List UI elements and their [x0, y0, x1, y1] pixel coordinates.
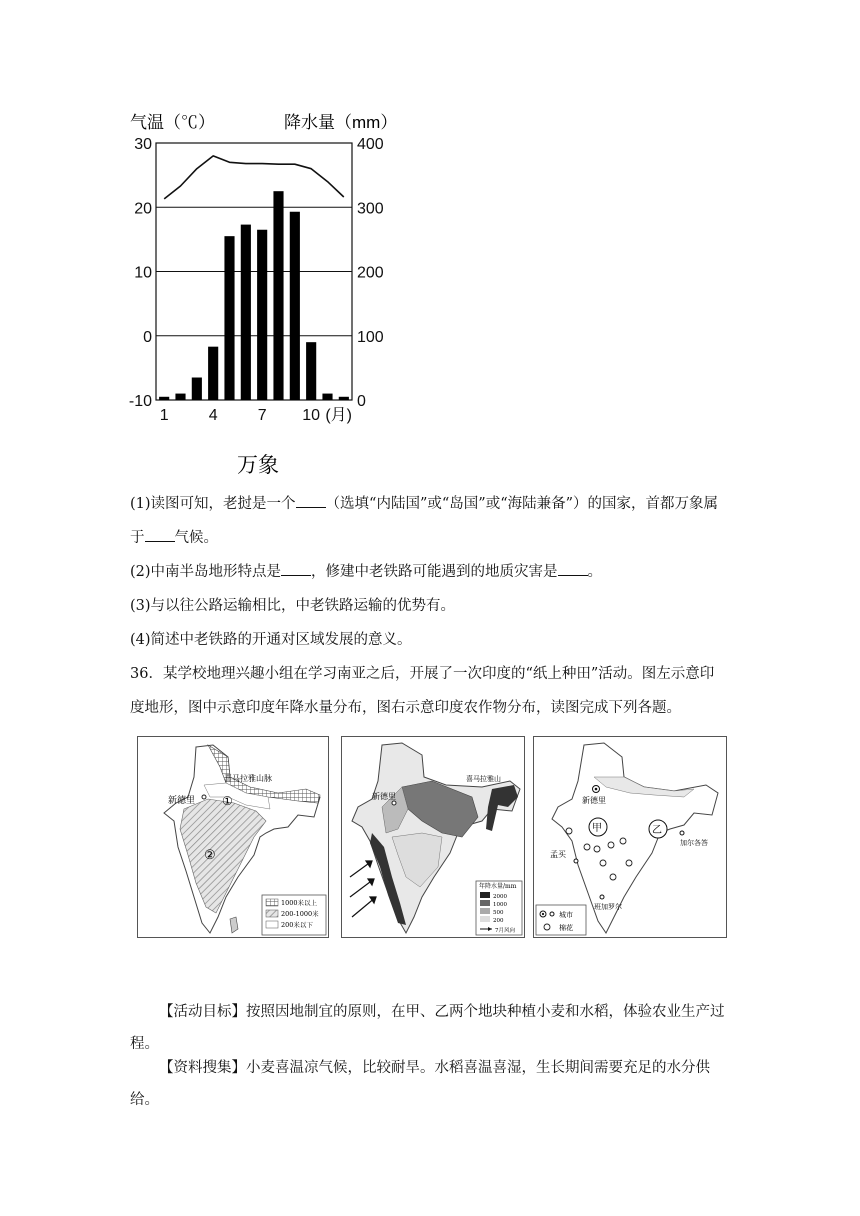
goal-text: 按照因地制宜的原则，在甲、乙两个地块种植小麦和水稻，体验农业生产过程。 [130, 1004, 725, 1052]
left-axis-title: 气温（℃） [130, 113, 215, 132]
precipitation-bar [273, 191, 283, 400]
precipitation-bar [322, 394, 332, 400]
question-2 [130, 560, 602, 584]
mumbai-label: 孟买 [550, 850, 566, 859]
x-tick-label: 4 [208, 407, 218, 424]
q1-text-a: (1)读图可知，老挝是一个 [130, 496, 296, 512]
legend-item: 7月风向 [495, 928, 515, 934]
legend-item: 200-1000米 [281, 910, 319, 918]
x-tick-label: 7 [257, 407, 267, 424]
right-tick-label: 200 [357, 264, 384, 282]
marker-2: ② [204, 848, 216, 863]
crop-map [533, 736, 727, 938]
temperature-curve [164, 156, 344, 199]
activity-data [130, 1052, 735, 1116]
question-1-line-2 [130, 526, 218, 550]
precipitation-bar [257, 230, 267, 400]
chart-caption: 万象 [237, 454, 279, 477]
right-tick-label: 100 [357, 328, 384, 346]
legend-item: 2000 [493, 894, 507, 900]
legend-title: 年降水量/mm [479, 883, 517, 890]
right-axis-ticks [357, 136, 384, 410]
legend-item: 1000米以上 [281, 899, 318, 907]
left-axis-ticks [129, 136, 152, 410]
terrain-map-drawing [138, 737, 328, 937]
goal-tag: 【活动目标】 [159, 1004, 246, 1020]
left-tick-label: -10 [128, 393, 152, 410]
left-tick-label: 0 [143, 328, 152, 346]
terrain-map [137, 736, 329, 938]
legend-item: 200米以下 [281, 921, 313, 929]
q1-text-d: 气候。 [174, 530, 218, 546]
answer-blank[interactable] [145, 527, 175, 542]
x-tick-label: 1 [159, 407, 169, 424]
delhi-label: 新德里 [582, 796, 606, 805]
legend-item: 200 [493, 918, 504, 924]
answer-blank[interactable] [558, 561, 588, 576]
q2-text-c: 。 [587, 564, 603, 580]
precipitation-bar [339, 397, 349, 400]
q1-text-c: 于 [130, 530, 145, 546]
precipitation-bar [241, 225, 251, 400]
kolkata-label: 加尔各答 [680, 839, 708, 847]
precipitation-bar [290, 212, 300, 400]
marker-1: ① [222, 794, 233, 808]
precipitation-bars [159, 191, 349, 400]
legend-item: 棉花 [559, 924, 573, 932]
delhi-label: 新德里 [168, 796, 196, 806]
left-tick-label: 30 [134, 136, 152, 153]
x-axis-ticks [160, 406, 352, 424]
right-tick-label: 400 [357, 136, 384, 153]
terrain-legend [262, 895, 326, 935]
himalaya-label: 喜马拉雅山脉 [224, 774, 272, 783]
legend-item: 1000 [493, 902, 507, 908]
climate-chart [120, 100, 410, 490]
q2-text-b: ，修建中老铁路可能遇到的地质灾害是 [311, 564, 558, 580]
q2-text-a: (2)中南半岛地形特点是 [130, 564, 282, 580]
monsoon-arrows [350, 861, 376, 917]
question-36-line-2: 度地形，图中示意印度年降水量分布，图右示意印度农作物分布，读图完成下列各题。 [130, 700, 681, 716]
bangalore-label: 班加罗尔 [594, 903, 622, 911]
rainfall-map-drawing [342, 737, 524, 937]
precipitation-bar [306, 342, 316, 400]
left-tick-label: 10 [134, 264, 152, 282]
temperature-line [164, 156, 344, 199]
q1-text-b: （选填“内陆国”或“岛国”或“海陆兼备”）的国家，首都万象属 [325, 496, 719, 512]
question-3: (3)与以往公路运输相比，中老铁路运输的优势有。 [130, 598, 456, 614]
question-4: (4)简述中老铁路的开通对区域发展的意义。 [130, 632, 412, 648]
question-36-line-1: 36．某学校地理兴趣小组在学习南亚之后，开展了一次印度的“纸上种田”活动。图左示意印 [130, 666, 715, 682]
answer-blank[interactable] [281, 561, 311, 576]
legend-item: 500 [493, 910, 504, 916]
data-tag: 【资料搜集】 [159, 1060, 246, 1076]
rainfall-legend [476, 881, 522, 935]
right-tick-label: 0 [357, 393, 366, 410]
precipitation-bar [224, 236, 234, 400]
rainfall-map [341, 736, 525, 938]
himalaya-label: 喜马拉雅山 [466, 775, 501, 783]
activity-goal [130, 996, 735, 1060]
precipitation-bar [192, 378, 202, 400]
precipitation-bar [208, 347, 218, 400]
precipitation-bar [175, 394, 185, 400]
crop-map-drawing [534, 737, 726, 937]
plot-jia-label: 甲 [592, 823, 602, 834]
legend-item: 城市 [559, 911, 573, 919]
plot-yi-label: 乙 [652, 825, 662, 836]
left-tick-label: 20 [134, 200, 152, 218]
x-unit-label: (月) [325, 407, 353, 424]
delhi-label: 新德里 [372, 792, 396, 801]
right-axis-title: 降水量（mm） [284, 113, 398, 132]
answer-blank[interactable] [296, 493, 326, 508]
crop-legend [536, 905, 586, 935]
question-1-line-1 [130, 492, 718, 516]
right-tick-label: 300 [357, 200, 384, 218]
x-tick-label: 10 [302, 407, 321, 424]
data-text: 小麦喜温凉气候，比较耐旱。水稻喜温喜湿，生长期间需要充足的水分供给。 [130, 1060, 710, 1108]
precipitation-bar [159, 397, 169, 400]
